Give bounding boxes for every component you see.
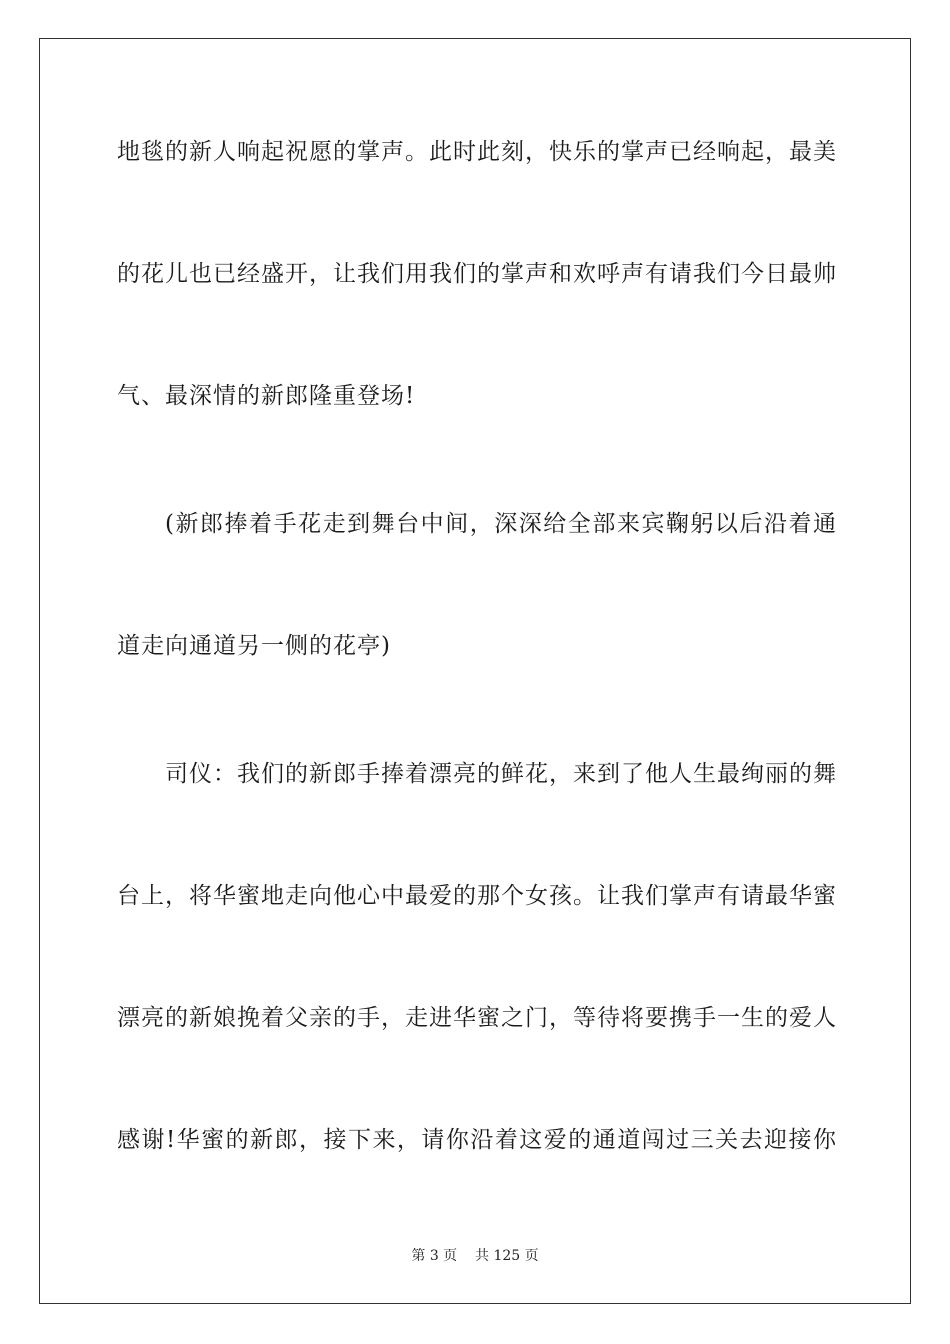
page-footer [0,1247,950,1265]
text-line: 司仪：我们的新郎手捧着漂亮的鲜花，来到了他人生最绚丽的舞 [165,761,837,787]
page-total: 共 125 页 [475,1248,539,1264]
text-line: 道走向通道另一侧的花亭) [117,633,391,659]
page-border [39,38,911,1304]
text-line: 的花儿也已经盛开，让我们用我们的掌声和欢呼声有请我们今日最帅 [117,261,837,287]
page-number: 第 3 页 [411,1248,458,1264]
text-line: (新郎捧着手花走到舞台中间，深深给全部来宾鞠躬以后沿着通 [165,511,837,537]
text-line: 地毯的新人响起祝愿的掌声。此时此刻，快乐的掌声已经响起，最美 [117,139,837,165]
text-line: 漂亮的新娘挽着父亲的手，走进华蜜之门，等待将要携手一生的爱人 [117,1005,837,1031]
text-line: 气、最深情的新郎隆重登场! [117,383,416,409]
text-line: 台上，将华蜜地走向他心中最爱的那个女孩。让我们掌声有请最华蜜 [117,883,837,909]
text-line: 感谢!华蜜的新郎，接下来，请你沿着这爱的通道闯过三关去迎接你 [117,1127,837,1153]
